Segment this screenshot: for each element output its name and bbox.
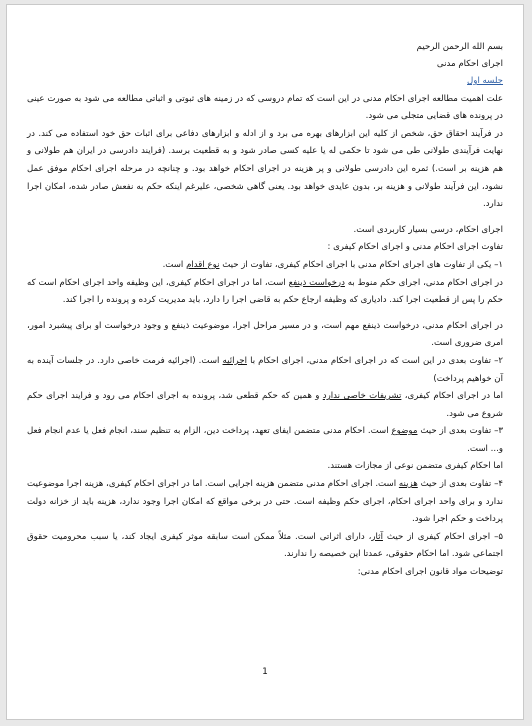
document-title: اجرای احکام مدنی xyxy=(436,59,503,69)
underlined-term: هزینه xyxy=(398,479,418,490)
page-number: 1 xyxy=(262,667,268,677)
paragraph-practical: اجرای احکام، درسی بسیار کاربردی است. xyxy=(353,224,503,235)
difference-3: ۳– تفاوت بعدی از حیث موضوع است. احکام مدنی متضمن ایفای تعهد، پرداخت دین، الزام به تنظیم سند، انجام فعل یا عدم انجام فعل و... است. xyxy=(27,426,504,454)
section-differences-heading: تفاوت اجرای احکام مدنی و اجرای احکام کیفری : xyxy=(327,242,503,253)
underlined-term: درخواست ذینفع xyxy=(288,277,345,288)
difference-2: ۲– تفاوت بعدی در این است که در اجرای احکام مدنی، اجرای احکام با اجرائیه است. (اجرائیه فرمت خاصی دارد. در جلسات آینده به آن خواهیم پرداخت) xyxy=(27,355,504,384)
underlined-term: موضوع xyxy=(391,426,418,437)
paragraph-civil-request: در اجرای احکام مدنی، اجرای حکم منوط به درخواست ذینفع است، اما در اجرای احکام کیفری، این وظیفه واحد اجرای احکام است که حکم را پس از قطعیت اجرا کند. دادیاری که وظیفه ارجاع حکم به قاضی اجرا را دارد، باید مدیریت کرده و پرونده را اجرا کند. xyxy=(27,277,503,306)
paragraph-criminal-formalities: اما در اجرای احکام کیفری، تشریفات خاصی ندارد و همین که حکم قطعی شد، پرونده به اجرای احکام می رود و فرایند اجرای حکم شروع می شود. xyxy=(27,391,503,419)
difference-1: ۱– یکی از تفاوت های اجرای احکام مدنی با اجرای احکام کیفری، تفاوت از حیث نوع اقدام است. xyxy=(162,259,503,270)
underlined-term: نوع اقدام xyxy=(186,259,220,270)
underlined-term: اجرائیه xyxy=(222,355,247,366)
paragraph-importance: علت اهمیت مطالعه اجرای احکام مدنی در این است که تمام دروسی که در زمینه های ثبوتی و اثباتی مطالعه می شود به صورت عینی در پرونده های قضایی متجلی می شود. xyxy=(27,93,503,122)
basmala: بسم الله الرحمن الرحيم xyxy=(416,42,503,52)
document-body xyxy=(27,39,503,582)
underlined-term: تشریفات خاصی ندارد xyxy=(322,391,402,402)
document-page xyxy=(6,4,524,720)
paragraph-beneficiary: در اجرای احکام مدنی، درخواست ذینفع مهم است، و در مسیر مراحل اجرا، موضوعیت ذینفع و وجود درخواست او برای پیشبرد امور، امری ضروری است. xyxy=(27,320,503,349)
difference-4: ۴– تفاوت بعدی از حیث هزینه است. اجرای احکام مدنی متضمن هزینه اجرایی است. اما در اجرای احکام کیفری، هزینه اجرا موضوعیت ندارد و برای واحد اجرای احکام، اجرای حکم وظیفه است. حتی در برخی مواقع که امکان اجرا وجود ندارد، هزینه باید از خزانه دولت پرداخت و حکم اجرا شود. xyxy=(27,479,503,525)
underlined-term: آثار xyxy=(371,531,383,542)
difference-5: ۵– اجرای احکام کیفری از حیث آثار، دارای اثراتی است. مثلاً ممکن است سابقه موثر کیفری ایجاد کند، یا سبب محرومیت حقوق اجتماعی شود. اما احکام حقوقی، عمدتا این خصیصه را ندارند. xyxy=(27,531,503,560)
paragraph-law-articles: توضیحات مواد قانون اجرای احکام مدنی: xyxy=(357,567,503,578)
paragraph-process: در فرآیند احقاق حق، شخص از کلیه این ابزارهای بهره می برد و از ادله و ابزارهای دفاعی برای اثبات حق خود استفاده می کند. در نهایت فرآیندی طولانی طی می شود تا حکمی له یا علیه کسی صادر شود و به قطعیت برسد. (فرایند دادرسی در ایران هم طولانی و هم هزینه بر است.) ثمره این دادرسی طولانی و پر هزینه در اجرای احکام خواهد بود. و چنانچه در مرحله اجرای احکام موفق عمل نشود، این فرآیند طولانی و هزینه بر، بدون عایدی خواهد بود. یعنی گاهی شخصی، علیرغم اینکه حکم به نفعش صادر شده، امکان اجرا ندارد. xyxy=(27,128,503,210)
session-heading: جلسه اول xyxy=(467,76,503,86)
paragraph-criminal-punishment: اما احکام کیفری متضمن نوعی از مجازات هستند. xyxy=(327,461,503,472)
